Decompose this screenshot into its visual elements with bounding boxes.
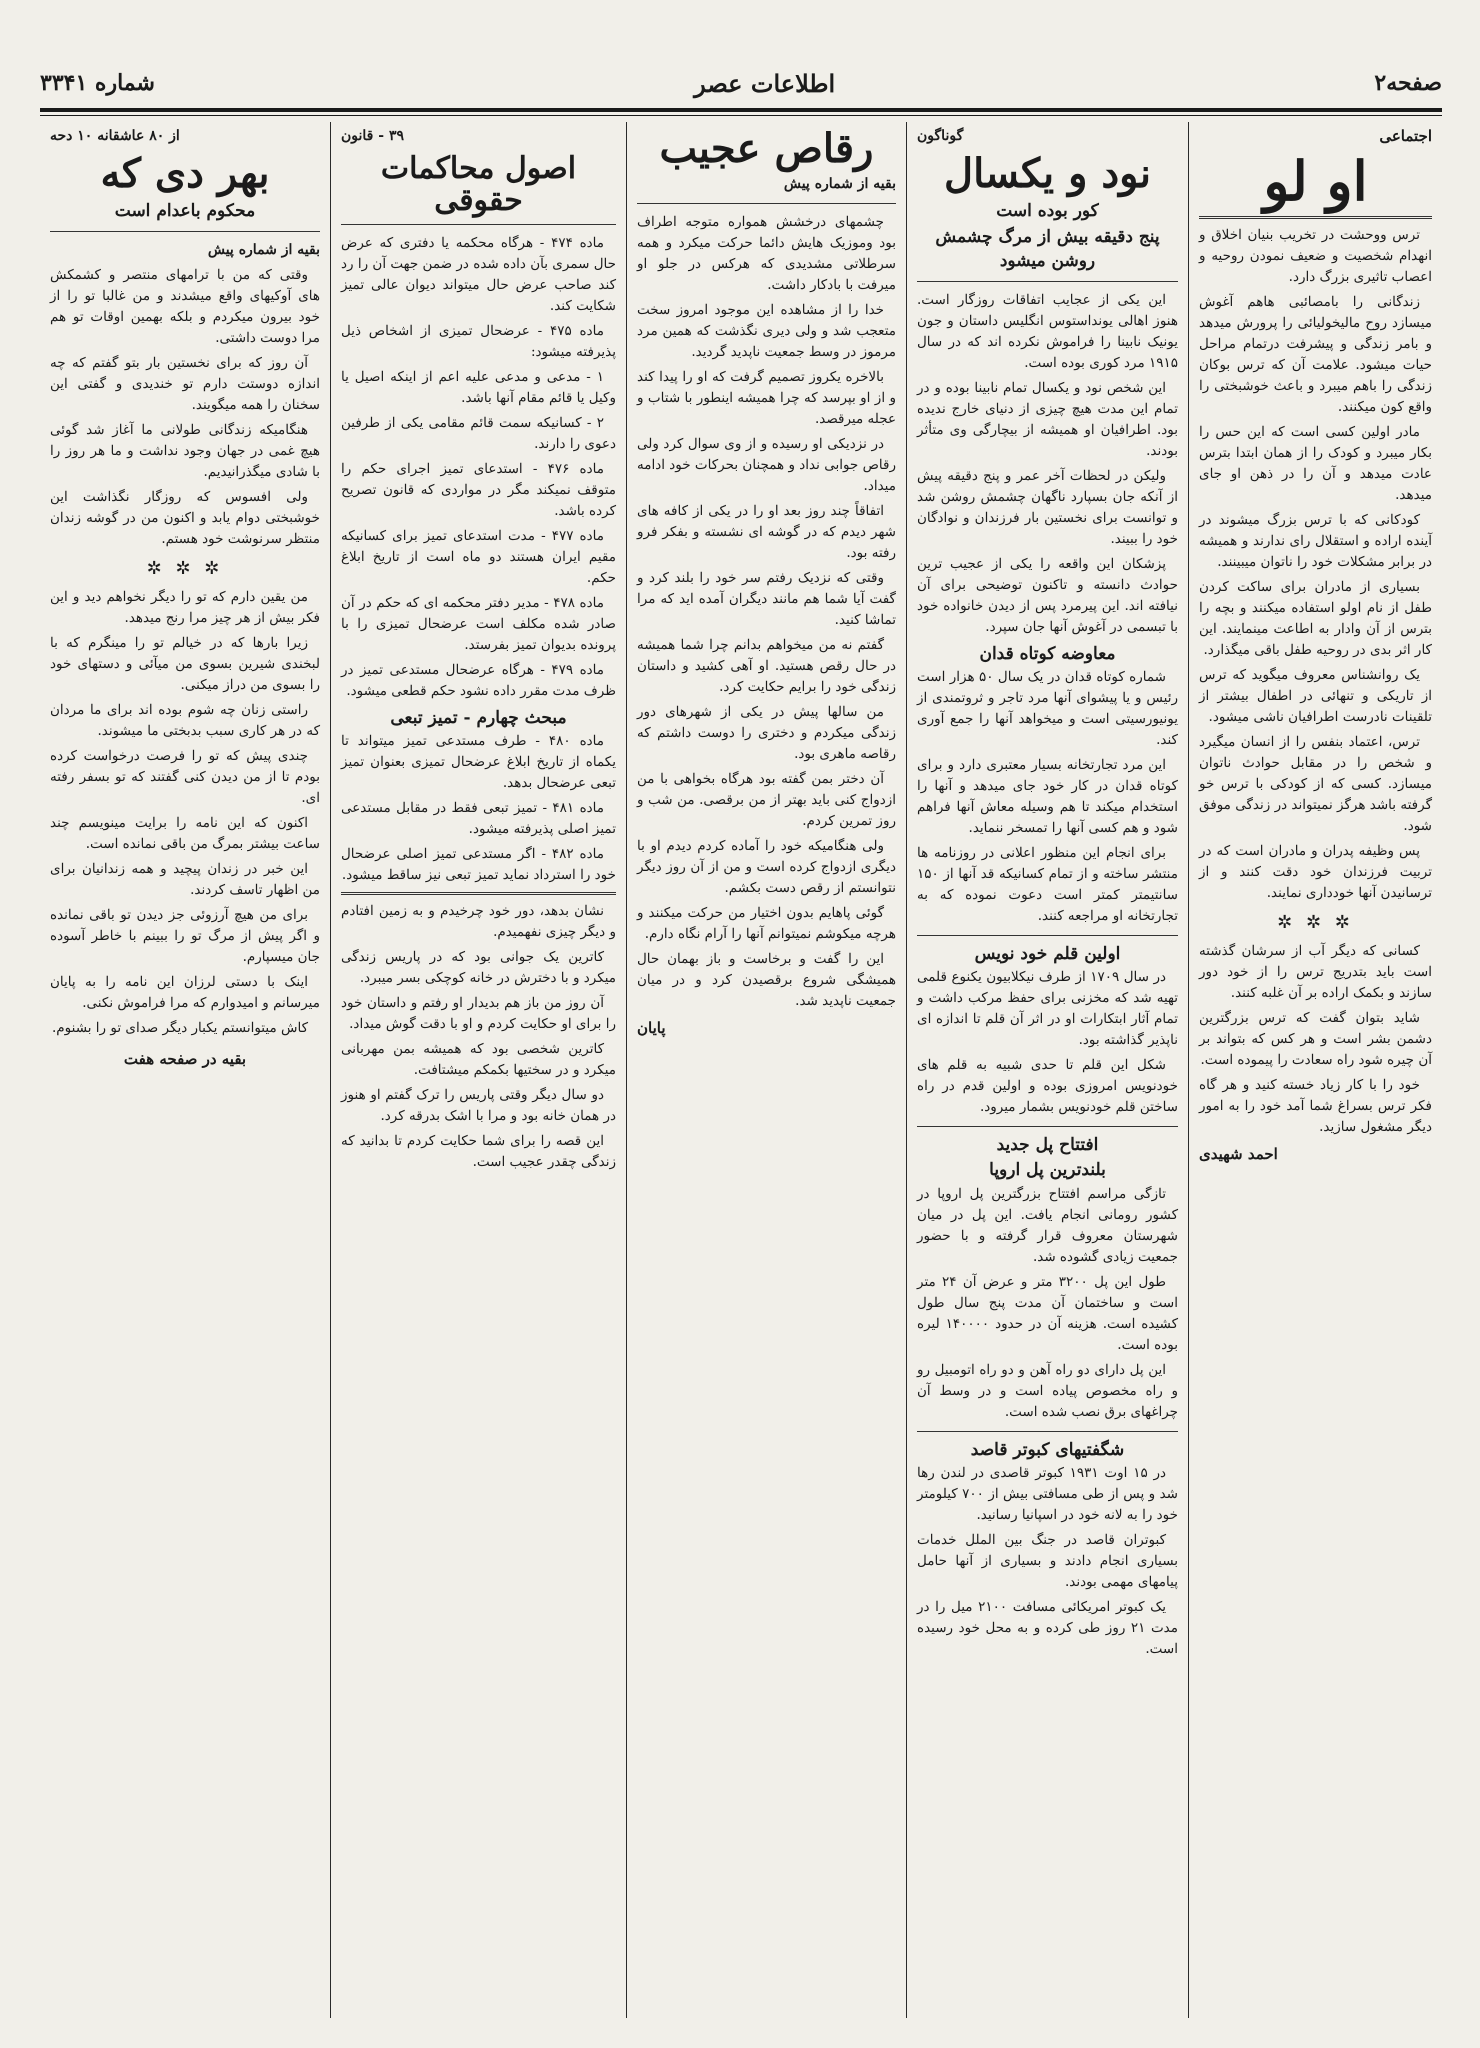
- paragraph: این پل دارای دو راه آهن و دو راه اتومبیل رو و راه مخصوص پیاده است و در وسط آن چراغهای برق نصب شده است.: [917, 1362, 1178, 1420]
- paragraph: این مرد تجارتخانه بسیار معتبری دارد و برای کوتاه قدان در کار خود جای میدهد و آنها را استخدام میکند تا هم وسیله معاش آنها فراهم شود و هم کسی آنها را تمسخر ننماید.: [917, 757, 1178, 836]
- paragraph: اینک با دستی لرزان این نامه را به پایان میرسانم و امیدوارم که مرا فراموش نکنی.: [50, 974, 320, 1011]
- divider: [50, 231, 320, 232]
- paragraph: پس وظیفه پدران و مادران است که در تربیت فرزندان خود دقت کنند و از ترسانیدن آنها خودداری نمایند.: [1199, 842, 1432, 901]
- subhead: کور بوده است: [996, 201, 1099, 221]
- paragraph: شاید بتوان گفت که ترس بزرگترین دشمن بشر است و هر کس که بتواند بر آن چیره شود راه سعادت را پیموده است.: [1199, 1009, 1432, 1068]
- headline-oulou: او لو: [1263, 149, 1368, 213]
- paragraph: مادر اولین کسی است که این حس را بکار میبرد و کودک را از همان ابتدا بترس عادت میدهد و آن را در ذهن او جای میدهد.: [1199, 423, 1432, 503]
- paragraph: ماده ۴۷۴ - هرگاه محکمه یا دفتری که عرض حال سمری بآن داده شده در ضمن جهت آن را رد کند صاحب عرض حال میتواند دیوان عالی تمیز شکایت کند.: [341, 235, 616, 314]
- paragraph: دو سال دیگر وقتی پاریس را ترک گفتم او هنوز در همان خانه بود و مرا با اشک بدرقه کرد.: [341, 1087, 616, 1124]
- box-title-pigeon: شگفتیهای کبوتر قاصد: [970, 1440, 1125, 1460]
- columns: [40, 122, 1442, 2018]
- paragraph: راستی زنان چه شوم بوده اند برای ما مردان که در هر کاری سبب بدبختی ما میشوند.: [50, 702, 320, 739]
- box-title-fountain-pen: اولین قلم خود نویس: [974, 944, 1121, 964]
- paragraph: ماده ۴۸۰ - طرف مستدعی تمیز میتواند تا یکماه از تاریخ ابلاغ عرضحال تمیزی بعنوان تمیز تبعی عرضحال بدهد.: [341, 733, 616, 791]
- paragraph: ماده ۴۷۸ - مدیر دفتر محکمه ای که حکم در آن صادر شده مکلف است عرضحال تمیزی را با پرونده بدیوان تمیز بفرستد.: [341, 595, 616, 653]
- continued-note: بقیه از شماره پیش: [783, 176, 896, 192]
- headline-legal-procedure: اصول محاکمات حقوقی: [380, 151, 577, 218]
- paragraph: گفتم نه من میخواهم بدانم چرا شما همیشه در حال رقص هستید. او آهی کشید و داستان زندگی خود را برایم حکایت کرد.: [637, 637, 896, 695]
- section-label: اجتماعی: [1379, 127, 1432, 145]
- paragraph: این یکی از عجایب اتفاقات روزگار است. هنوز اهالی یونداستوس انگلیس داستان و جون یونیک نابینا را فراموش نکرده اند که در سال ۱۹۱۵ مرد کوری بوده است.: [917, 292, 1178, 371]
- divider: [917, 1431, 1178, 1432]
- box-subtitle-bridge: بلندترین پل اروپا: [989, 1160, 1106, 1180]
- paper-name: اطلاعات عصر: [694, 68, 836, 98]
- paragraph: کسانی که دیگر آب از سرشان گذشته است باید بتدریج ترس را از خود دور سازند و بکمک اراده بر آن غلبه کنند.: [1199, 942, 1432, 1001]
- paragraph: چشمهای درخشش همواره متوجه اطراف بود وموزیک هایش دائما حرکت میکرد و همه سرطلاتی مشدیدی که هرکس در جلو او میرفت با بادکار داشت.: [637, 214, 896, 293]
- paragraph: ماده ۴۸۲ - اگر مستدعی تمیز اصلی عرضحال خود را استرداد نماید تمیز تبعی نیز ساقط میشود.: [341, 846, 616, 883]
- paragraph: بسیاری از مادران برای ساکت کردن طفل از نام اولو استفاده میکنند و بچه را بترس از آن وادار به اطاعت مینمایند. این کار اثر بدی در روحیه طفل باقی میگذارد.: [1199, 578, 1432, 658]
- ornament-stars: ✲ ✲ ✲: [146, 558, 224, 579]
- box-title-short-people: معاوضه کوتاه قدان: [979, 644, 1116, 664]
- top-line: از ۸۰ عاشقانه ۱۰ دحه: [50, 128, 180, 144]
- paragraph: کاش میتوانستم یکبار دیگر صدای تو را بشنوم.: [52, 1020, 308, 1036]
- paragraph: این قصه را برای شما حکایت کردم تا بدانید که زندگی چقدر عجیب است.: [341, 1133, 616, 1170]
- paragraph: زندگانی را بامصائبی هاهم آغوش میسازد روح مالیخولیائی را پرورش میدهد و بامر زندگی و پیشرفت درتمام مراحل حیات میشود. علامت آن که ترس بوکان زندگی را باهم میبرد و باعث خوشبختی را واقع کون میکنند.: [1199, 293, 1432, 415]
- masthead-rule-thin: [40, 115, 1442, 116]
- paragraph: ماده ۴۷۹ - هرگاه عرضحال مستدعی تمیز در ظرف مدت مقرر داده نشود حکم قطعی میشود.: [341, 662, 616, 699]
- paragraph: یک روانشناس معروف میگوید که ترس از تاریکی و تنهائی در اطفال بیشتر از تلقینات نادرست اطرافیان ناشی میشود.: [1199, 666, 1432, 725]
- paragraph: کبوتران قاصد در جنگ بین الملل خدمات بسیاری انجام دادند و بسیاری از آنها حامل پیامهای مهمی بودند.: [917, 1532, 1178, 1590]
- paragraph: تازگی مراسم افتتاح بزرگترین پل اروپا در کشور رومانی انجام یافت. این پل در میان شهرستان معروف قرار گرفته و با حضور جمعیت زیادی گشوده شد.: [917, 1186, 1178, 1265]
- divider: [637, 203, 896, 204]
- subhead: محکوم باعدام است: [114, 201, 256, 221]
- paragraph: ماده ۴۷۵ - عرضحال تمیزی از اشخاص ذیل پذیرفته میشود:: [341, 323, 616, 360]
- section-kicker: گوناگون: [917, 128, 964, 144]
- headline-ninety-one-years: نود و یکسال: [944, 150, 1151, 197]
- ornament-stars: ✲ ✲ ✲: [1277, 911, 1354, 933]
- header-line: ۳۹ - قانون: [341, 128, 404, 144]
- paragraph: در سال ۱۷۰۹ از طرف نیکلابیون یکنوع قلمی تهیه شد که مخزنی برای حفظ مرکب داشت و تمام آثار ابتکارات او در اثر آن قلم تا اندازه ای ناپذیر گذاشته بود.: [917, 969, 1178, 1048]
- paragraph: گوئی پاهایم بدون اختیار من حرکت میکنند و هرچه میکوشم نمیتوانم آنها را آرام نگاه دارم.: [637, 905, 896, 942]
- column-strange-dancer: [626, 122, 906, 2018]
- paragraph: زیرا بارها که در خیالم تو را مینگرم که با لبخندی شیرین بسوی من میآئی و دستهای خود را بسوی من دراز میکنی.: [50, 635, 320, 693]
- paragraph: اکنون که این نامه را برایت مینویسم چند ساعت بیشتر بمرگ من باقی نمانده است.: [50, 815, 320, 852]
- closing-end: پایان: [637, 1019, 666, 1037]
- divider: [1199, 216, 1432, 219]
- column-ninety-one-years: [906, 122, 1188, 2018]
- paragraph: وقتی که نزدیک رفتم سر خود را بلند کرد و گفت آیا شما هم مانند دیگران آمده اید که مرا تماشا کنید.: [637, 570, 896, 628]
- issue-number: شماره ۳۳۴۱: [40, 70, 155, 96]
- paragraph: این را گفت و برخاست و باز بهمان حال همیشگی شروع برقصیدن کرد و در میان جمعیت ناپدید شد.: [637, 951, 896, 1009]
- paragraph: شکل این قلم تا حدی شبیه به قلم های خودنویس امروزی بوده و اولین قدم در راه ساختن قلم خودنویس بشمار میرود.: [917, 1057, 1178, 1115]
- paragraph: نشان بدهد، دور خود چرخیدم و به زمین افتادم و دیگر چیزی نفهمیدم.: [341, 903, 616, 940]
- paragraph: ماده ۴۸۱ - تمیز تبعی فقط در مقابل مستدعی تمیز اصلی پذیرفته میشود.: [341, 800, 616, 837]
- paragraph: اتفاقاً چند روز بعد او را در یکی از کافه های شهر دیدم که در گوشه ای نشسته و بفکر فرو رفته بود.: [637, 503, 896, 561]
- paragraph: ولی افسوس که روزگار نگذاشت این خوشبختی دوام یابد و اکنون من در گوشه زندان منتظر سرنوشت خود هستم.: [50, 489, 320, 547]
- paragraph: برای من هیچ آرزوئی جز دیدن تو باقی نمانده و اگر پیش از مرگ تو را ببینم با خاطر آسوده جان میسپارم.: [50, 907, 320, 965]
- box-title-bridge: افتتاح پل جدید: [996, 1135, 1099, 1155]
- paragraph: یک کبوتر امریکائی مسافت ۲۱۰۰ میل را در مدت ۲۱ روز طی کرده و به محل خود رسیده است.: [917, 1599, 1178, 1657]
- masthead: [40, 62, 1442, 104]
- paragraph: بالاخره یکروز تصمیم گرفت که او را پیدا کند و از او بپرسد که چرا همیشه اینطور با شتاب و عجله میرقصد.: [637, 369, 896, 427]
- column-social: [1188, 122, 1442, 2018]
- headline-strange-dancer: رقاص عجیب: [659, 125, 874, 172]
- section-title-secondary-review: مبحث چهارم - تمیز تبعی: [390, 708, 567, 728]
- paragraph: من یقین دارم که تو را دیگر نخواهم دید و این فکر بیش از هر چیز مرا رنج میدهد.: [50, 589, 320, 626]
- paragraph: این شخص نود و یکسال تمام نابینا بوده و در تمام این مدت هیچ چیزی از دنیای خارج ندیده بود. اطرافیان او همیشه از بیچارگی وی متأثر بودند.: [917, 380, 1178, 459]
- paragraph: در نزدیکی او رسیده و از وی سوال کرد ولی رقاص جوابی نداد و همچنان بحرکات خود ادامه میداد.: [637, 436, 896, 494]
- paragraph: ترس، اعتماد بنفس را از انسان میگیرد و شخص را در مقابل حوادث ناتوان میسازد. کسی که از کودکی با ترس خو گرفته باشد هرگز نمیتواند در زندگی موفق شود.: [1199, 733, 1432, 834]
- paragraph: در ۱۵ اوت ۱۹۳۱ کبوتر قاصدی در لندن رها شد و پس از طی مسافتی بیش از ۷۰۰ کیلومتر خود را به لانه خود در اسپانیا رسانید.: [917, 1465, 1178, 1523]
- paragraph: ماده ۴۷۷ - مدت استدعای تمیز برای کسانیکه مقیم ایران هستند دو ماه است از تاریخ ابلاغ حکم.: [341, 528, 616, 586]
- paragraph: آن دختر بمن گفته بود هرگاه بخواهی با من ازدواج کنی باید بهتر از من برقصی. من شب و روز تمرین کردم.: [637, 771, 896, 829]
- paragraph: وقتی که من با ترامهای منتصر و کشمکش های آوکیهای واقع میشدند و من غالبا تو را از خود بیرون میکردم و بلکه بهمین اوقات تو هم مرا دوست داشتی.: [50, 267, 320, 346]
- paragraph: کاترین یک جوانی بود که در پاریس زندگی میکرد و با دخترش در خانه کوچکی بسر میبرد.: [341, 949, 616, 986]
- paragraph: کاترین شخصی بود که همیشه بمن مهربانی میکرد و در سختیها بکمکم میشتافت.: [341, 1041, 616, 1078]
- paragraph: آن روز که برای نخستین بار بتو گفتم که چه اندازه دوستت دارم تو خندیدی و گفتی این سخنان را همه میگویند.: [50, 355, 320, 413]
- subhead: پنج دقیقه بیش از مرگ چشمش روشن میشود: [935, 227, 1160, 271]
- paragraph: کودکانی که با ترس بزرگ میشوند در آینده اراده و استقلال رای ندارند و همیشه در برابر مشکلات خود را ناتوان میبینند.: [1199, 511, 1432, 570]
- continued-note: بقیه از شماره پیش: [207, 242, 320, 258]
- divider: [917, 1126, 1178, 1127]
- paragraph: چندی پیش که تو را فرصت درخواست کرده بودم تا از من دیدن کنی گفتند که تو بسفر رفته ای.: [50, 748, 320, 806]
- paragraph: خدا را از مشاهده این موجود امروز سخت متعجب شد و ولی دیری نگذشت که همین مرد مرموز در وسط جمعیت ناپدید گردید.: [637, 302, 896, 360]
- divider: [917, 935, 1178, 936]
- divider: [341, 892, 616, 895]
- paragraph: آن روز من باز هم بدیدار او رفتم و داستان خود را برای او حکایت کردم و او با دقت گوش میداد.: [341, 995, 616, 1032]
- paragraph: ۱ - مدعی و مدعی علیه اعم از اینکه اصیل یا وکیل یا قائم مقام آنها باشد.: [341, 369, 616, 406]
- paragraph: ولی هنگامیکه خود را آماده کردم دیدم او با دیگری ازدواج کرده است و من از آن روز دیگر نتوانستم از رقص دست بکشم.: [637, 838, 896, 896]
- paragraph: طول این پل ۳۲۰۰ متر و عرض آن ۲۴ متر است و ساختمان آن مدت پنج سال طول کشیده است. هزینه آن در حدود ۱۴۰۰۰۰ لیره بوده است.: [917, 1274, 1179, 1353]
- paragraph: این خبر در زندان پیچید و همه زندانیان برای من اظهار تاسف کردند.: [50, 861, 320, 898]
- paragraph: شماره کوتاه قدان در یک سال ۵۰ هزار است رئیس و یا پیشوای آنها مرد تاجر و ثروتمندی از یونیورسیتی است و میخواهد آنها را جمع آوری کند.: [917, 669, 1178, 748]
- paragraph: پزشکان این واقعه را یکی از عجیب ترین حوادث دانسته و تاکنون توضیحی برای آن نیافته اند. این پیرمرد پس از دیدن خانواده خود با تبسمی در آغوش آنها جان سپرد.: [917, 556, 1178, 635]
- column-sentenced: [40, 122, 330, 2018]
- author-signature: احمد شهیدی: [1199, 1144, 1278, 1163]
- paragraph: ۲ - کسانیکه سمت قائم مقامی یکی از طرفین دعوی را دارند.: [341, 415, 616, 452]
- masthead-rule: [40, 108, 1442, 112]
- paragraph: ترس ووحشت در تخریب بنیان اخلاق و انهدام شخصیت و ضعیف نمودن روحیه و اعصاب تاثیری بزرگ دارد.: [1199, 226, 1432, 285]
- page-number: صفحه۲: [1374, 70, 1442, 96]
- headline-sentenced: بهر دی که: [100, 150, 270, 197]
- paragraph: من سالها پیش در یکی از شهرهای دور زندگی میکردم و دختری را دوست داشتم که رقاصه ماهری بود.: [637, 704, 896, 762]
- paragraph: هنگامیکه زندگانی طولانی ما آغاز شد گوئی هیچ غمی در جهان وجود نداشت و ما هر روز را با شادی میگذرانیدیم.: [50, 422, 320, 480]
- continued-on-page: بقیه در صفحه هفت: [123, 1050, 247, 1068]
- paragraph: خود را با کار زیاد خسته کنید و هر گاه فکر ترس بسراغ شما آمد خود را به امور دیگر مشغول سازید.: [1199, 1076, 1432, 1135]
- paragraph: ولیکن در لحظات آخر عمر و پنج دقیقه پیش از آنکه جان بسپارد ناگهان چشمش روشن شد و توانست برای نخستین بار فرزندان و نوادگان خود را ببیند.: [917, 468, 1178, 547]
- column-legal-procedure: [330, 122, 626, 2018]
- paragraph: ماده ۴۷۶ - استدعای تمیز اجرای حکم را متوقف نمیکند مگر در مواردی که قانون تصریح کرده باشد.: [341, 461, 616, 519]
- paragraph: برای انجام این منظور اعلانی در روزنامه ها منتشر ساخته و از تمام کسانیکه قد آنها از ۱۵۰ سانتیمتر کمتر است دعوت نموده که به تجارتخانه او مراجعه کنند.: [917, 845, 1178, 924]
- divider: [341, 224, 616, 225]
- divider: [917, 281, 1178, 282]
